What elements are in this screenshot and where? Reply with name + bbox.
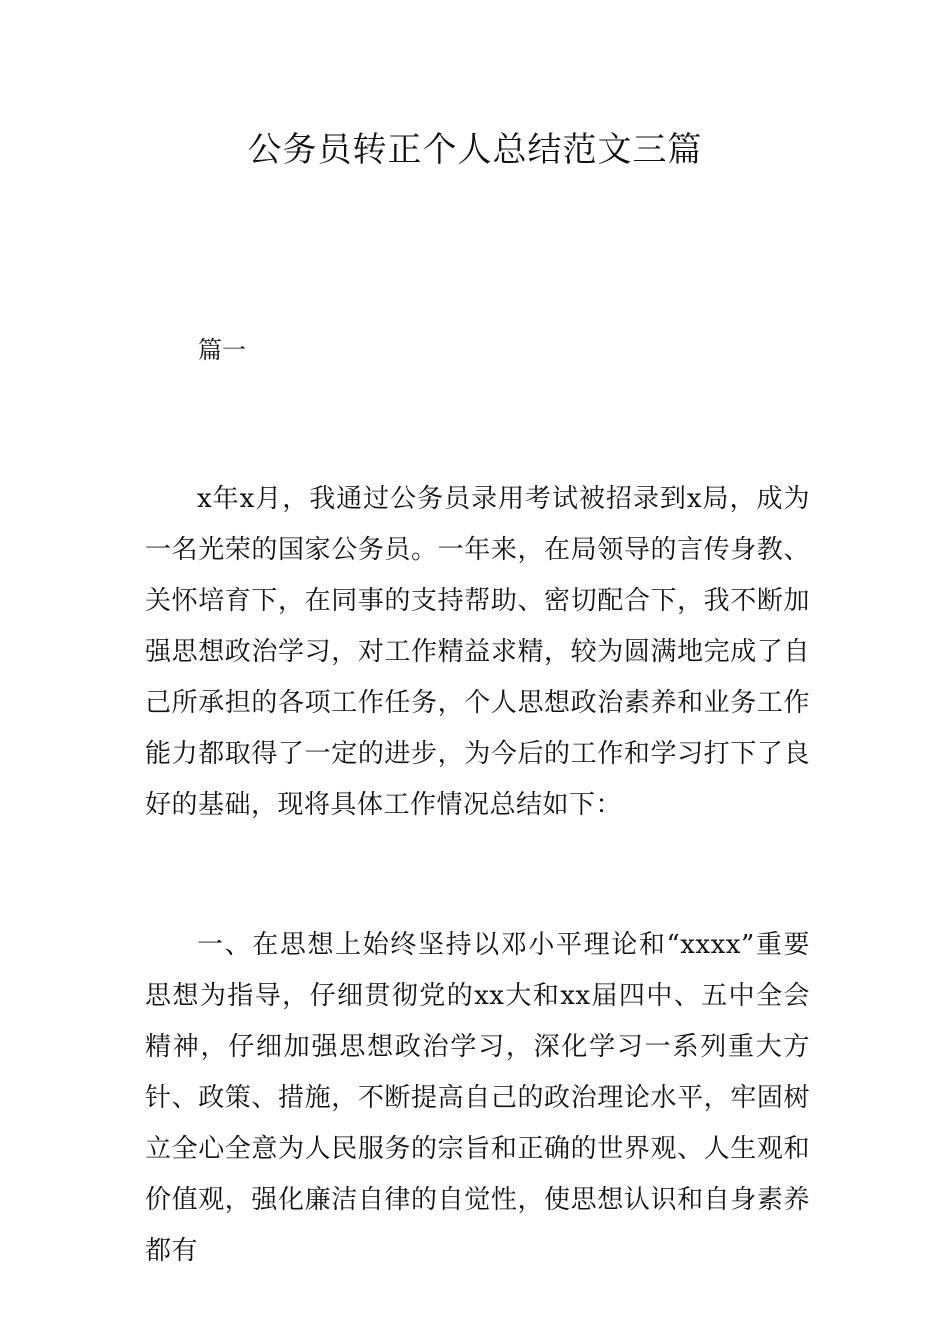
body-paragraph-2: 一、在思想上始终坚持以邓小平理论和“xxxx”重要思想为指导，仔细贯彻党的xx大和xx届四中、五中全会精神，仔细加强思想政治学习，深化学习一系列重大方针、政策、措施，不断提高自己的政治理论水平，牢固树立全心全意为人民服务的宗旨和正确的世界观、人生观和价值观，强化廉洁自律的自觉性，使思想认识和自身素养都有 <box>145 930 810 1266</box>
section-label: 篇一 <box>198 336 246 364</box>
document-title: 公务员转正个人总结范文三篇 <box>247 130 703 170</box>
body-paragraph-1: x年x月，我通过公务员录用考试被招录到x局，成为一名光荣的国家公务员。一年来，在局领导的言传身教、关怀培育下，在同事的支持帮助、密切配合下，我不断加强思想政治学习，对工作精益求精，较为圆满地完成了自己所承担的各项工作任务，个人思想政治素养和业务工作能力都取得了一定的进步，为今后的工作和学习打下了良好的基础，现将具体工作情况总结如下： <box>145 484 810 820</box>
